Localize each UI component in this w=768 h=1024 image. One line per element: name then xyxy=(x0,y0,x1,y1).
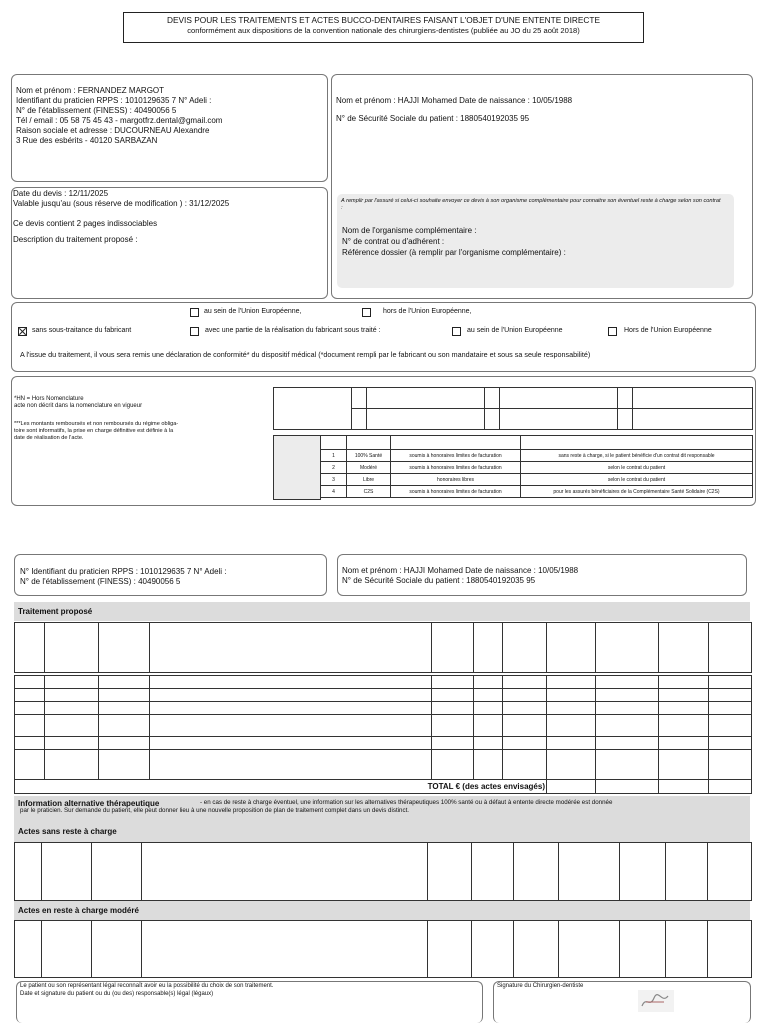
legend-row-num: 1 xyxy=(321,450,347,462)
legend-row-hono: soumis à honoraires limites de facturation xyxy=(391,450,521,462)
legend-note1: ***Les montants remboursés et non remboursés du régime obliga- xyxy=(14,421,179,427)
no-charge-table xyxy=(14,842,752,901)
devis-valid: Valable jusqu'au (sous réserve de modification ) : 31/12/2025 xyxy=(13,199,230,208)
eu-out-checkbox[interactable] xyxy=(362,308,371,317)
eu-out-label: hors de l'Union Européenne, xyxy=(383,308,472,315)
legend-row-hono: soumis à honoraires limites de facturation xyxy=(391,486,521,498)
practitioner-contact: Tél / email : 05 58 75 45 43 - margotfrz.dental@gmail.com xyxy=(16,116,223,125)
practitioner-finess: N° de l'établissement (FINESS) : 40490056 5 xyxy=(16,106,177,115)
alt-info-title: Information alternative thérapeutique xyxy=(18,799,160,808)
eu-in2-checkbox[interactable] xyxy=(452,327,461,336)
partial-subcontract-checkbox[interactable] xyxy=(190,327,199,336)
legend-upper-grid xyxy=(273,387,753,430)
legend-row-reste: selon le contrat du patient xyxy=(521,474,753,486)
title-line2: conformément aux dispositions de la convention nationale des chirurgiens-dentistes (publiée au JO du 25 août 2018) xyxy=(187,26,580,35)
eu-out2-checkbox[interactable] xyxy=(608,327,617,336)
treatment-header: Traitement proposé xyxy=(18,607,93,616)
treatment-table xyxy=(14,622,752,794)
legend-row-panier: 100% Santé xyxy=(347,450,391,462)
legend-hn1: *HN = Hors Nomenclature xyxy=(14,396,84,402)
eu-in2-label: au sein de l'Union Européenne xyxy=(467,327,563,334)
page2-patient-name: Nom et prénom : HAJJI Mohamed Date de naissance : 10/05/1988 xyxy=(342,566,579,575)
moderate-header: Actes en reste à charge modéré xyxy=(18,906,139,915)
partial-subcontract-label: avec une partie de la réalisation du fabricant sous traité : xyxy=(205,327,381,334)
page2-finess: N° de l'établissement (FINESS) : 40490056 5 xyxy=(20,577,181,586)
legend-row-panier: Libre xyxy=(347,474,391,486)
page2-rpps: N° Identifiant du praticien RPPS : 1010129635 7 N° Adeli : xyxy=(20,567,227,576)
complementary-contract: N° de contrat ou d'adhérent : xyxy=(342,237,445,246)
signature-stamp xyxy=(636,988,676,1014)
legend-row-reste: selon le contrat du patient xyxy=(521,462,753,474)
legend-row-hono: honoraires libres xyxy=(391,474,521,486)
consent-line1: Le patient ou son représentant légal reconnaît avoir eu la possibilité du choix de son traitement. xyxy=(20,983,274,989)
practitioner-name: Nom et prénom : FERNANDEZ MARGOT xyxy=(16,86,165,95)
declaration-text: A l'issue du traitement, il vous sera remis une déclaration de conformité* du dispositif médical (*document rempli par le fabricant ou son mandataire et sous sa seule responsabilité) xyxy=(20,350,591,359)
complementary-note: A remplir par l'assuré si celui-ci souhaite envoyer ce devis à son organisme complémentaire pour connaitre son éventuel reste à charge selon son contrat : xyxy=(341,198,721,212)
moderate-table xyxy=(14,920,752,978)
legend-note2: toire sont informatifs, la prise en charge définitive est définie à la xyxy=(14,428,174,434)
legend-row-num: 4 xyxy=(321,486,347,498)
title-line1: DEVIS POUR LES TRAITEMENTS ET ACTES BUCCO-DENTAIRES FAISANT L'OBJET D'UNE ENTENTE DIRECTE xyxy=(167,15,600,25)
devis-date: Date du devis : 12/11/2025 xyxy=(13,189,109,198)
practitioner-address: 3 Rue des esbérits - 40120 SARBAZAN xyxy=(16,136,158,145)
no-subcontract-label: sans sous-traitance du fabricant xyxy=(32,327,132,334)
legend-note3: date de réalisation de l'acte. xyxy=(14,435,84,441)
eu-in-label: au sein de l'Union Européenne, xyxy=(204,308,302,315)
eu-out2-label: Hors de l'Union Européenne xyxy=(624,327,712,334)
devis-description: Description du traitement proposé : xyxy=(13,235,138,244)
eu-in-checkbox[interactable] xyxy=(190,308,199,317)
legend-row-reste: sans reste à charge, si le patient bénéficie d'un contrat dit responsable xyxy=(521,450,753,462)
patient-name-dob: Nom et prénom : HAJJI Mohamed Date de naissance : 10/05/1988 xyxy=(336,96,573,105)
legend-row-panier: Modéré xyxy=(347,462,391,474)
legend-panier-table xyxy=(320,435,753,498)
signature-label: Signature du Chirurgien-dentiste xyxy=(497,983,584,989)
legend-row-num: 2 xyxy=(321,462,347,474)
no-charge-header: Actes sans reste à charge xyxy=(18,827,117,836)
practitioner-raison: Raison sociale et adresse : DUCOURNEAU Alexandre xyxy=(16,126,210,135)
consent-line2: Date et signature du patient ou du (ou des) responsable(s) légal (légaux) xyxy=(20,991,214,997)
alt-info-text2: par le praticien. Sur demande du patient, elle peut donner lieu à une nouvelle proposition de plan de traitement complet dans un devis distinct. xyxy=(20,807,410,814)
legend-row-reste: pour les assurés bénéficiaires de la Complémentaire Santé Solidaire (C2S) xyxy=(521,486,753,498)
alt-info-text1: - en cas de reste à charge éventuel, une information sur les alternatives thérapeutiques 100% santé ou à défaut à entente directe modérée est donnée xyxy=(200,799,613,806)
legend-row-panier: C2S xyxy=(347,486,391,498)
treatment-header-bar xyxy=(14,602,750,621)
legend-hn2: acte non décrit dans la nomenclature en vigueur xyxy=(14,403,143,409)
legend-row-hono: soumis à honoraires limites de facturation xyxy=(391,462,521,474)
complementary-ref: Référence dossier (à remplir par l'organisme complémentaire) : xyxy=(342,248,566,257)
page2-patient-ssn: N° de Sécurité Sociale du patient : 1880540192035 95 xyxy=(342,576,536,585)
patient-ssn: N° de Sécurité Sociale du patient : 1880540192035 95 xyxy=(336,114,530,123)
practitioner-rpps: Identifiant du praticien RPPS : 1010129635 7 N° Adeli : xyxy=(16,96,212,105)
legend-row-num: 3 xyxy=(321,474,347,486)
devis-pages: Ce devis contient 2 pages indissociables xyxy=(13,219,158,228)
no-subcontract-checkbox[interactable] xyxy=(18,327,27,336)
legend-lower-grey xyxy=(273,435,321,500)
total-label: TOTAL € (des actes envisagés) xyxy=(15,780,547,794)
complementary-org: Nom de l'organisme complémentaire : xyxy=(342,226,477,235)
